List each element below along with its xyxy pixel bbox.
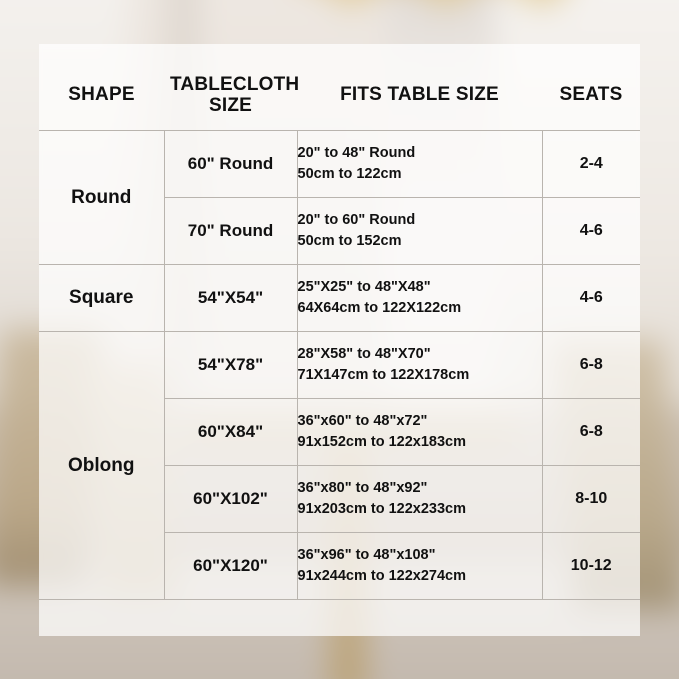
fits-cell — [297, 466, 542, 533]
shape-cell-oblong: Oblong — [39, 332, 164, 600]
seats-cell: 2-4 — [542, 131, 640, 198]
seats-cell: 6-8 — [542, 399, 640, 466]
column-header-seats-label: SEATS — [559, 84, 623, 106]
seats-cell: 4-6 — [542, 198, 640, 265]
fits-cell — [297, 399, 542, 466]
size-cell: 60"X102" — [164, 466, 297, 533]
table-header — [39, 60, 640, 131]
size-cell: 60"X120" — [164, 533, 297, 600]
table-row — [39, 265, 640, 332]
column-header-fits-table-size-label: FITS TABLE SIZE — [340, 84, 499, 106]
size-cell: 60"X84" — [164, 399, 297, 466]
fits-imperial: 36"x80" to 48"x92" — [297, 479, 428, 496]
fits-cell — [297, 131, 542, 198]
column-header-shape-label: SHAPE — [68, 84, 135, 106]
size-cell: 54"X54" — [164, 265, 297, 332]
seats-cell: 4-6 — [542, 265, 640, 332]
tablecloth-size-table — [39, 60, 640, 600]
fits-imperial: 36"x96" to 48"x108" — [297, 546, 436, 563]
fits-imperial: 36"x60" to 48"x72" — [297, 412, 428, 429]
fits-cell — [297, 332, 542, 399]
size-cell: 60" Round — [164, 131, 297, 198]
size-cell: 70" Round — [164, 198, 297, 265]
fits-imperial: 20" to 48" Round — [297, 144, 416, 161]
seats-cell: 10-12 — [542, 533, 640, 600]
fits-cell — [297, 533, 542, 600]
fits-cell — [297, 198, 542, 265]
size-cell: 54"X78" — [164, 332, 297, 399]
fits-metric: 71X147cm to 122X178cm — [297, 367, 470, 383]
fits-metric: 91x244cm to 122x274cm — [297, 568, 466, 584]
header-row — [39, 60, 640, 131]
column-header-fits-table-size — [297, 60, 542, 131]
fits-metric: 91x203cm to 122x233cm — [297, 501, 466, 517]
fits-metric: 91x152cm to 122x183cm — [297, 434, 466, 450]
seats-cell: 8-10 — [542, 466, 640, 533]
fits-metric: 50cm to 152cm — [297, 233, 402, 249]
shape-cell-square: Square — [39, 265, 164, 332]
shape-cell-round: Round — [39, 131, 164, 265]
column-header-shape — [39, 60, 164, 131]
column-header-tablecloth-size-line1: TABLECLOTH — [170, 73, 300, 95]
fits-metric: 64X64cm to 122X122cm — [297, 300, 462, 316]
fits-imperial: 28"X58" to 48"X70" — [297, 345, 431, 362]
column-header-seats — [542, 60, 640, 131]
table-row — [39, 332, 640, 399]
table-row — [39, 131, 640, 198]
fits-cell — [297, 265, 542, 332]
column-header-tablecloth-size-line2: SIZE — [208, 95, 253, 116]
table-body — [39, 131, 640, 600]
fits-imperial: 25"X25" to 48"X48" — [297, 278, 431, 295]
seats-cell: 6-8 — [542, 332, 640, 399]
fits-metric: 50cm to 122cm — [297, 166, 402, 182]
column-header-tablecloth-size — [164, 60, 300, 131]
fits-imperial: 20" to 60" Round — [297, 211, 416, 228]
